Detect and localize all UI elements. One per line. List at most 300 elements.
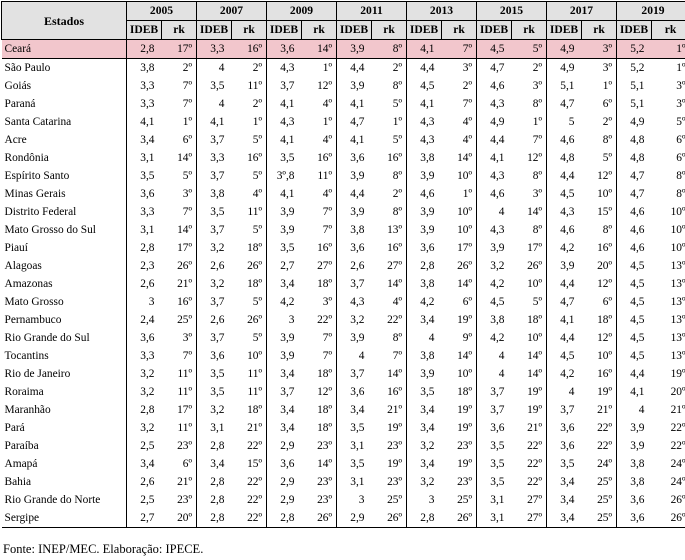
- ideb-value-cell: 3,7: [547, 401, 582, 419]
- ideb-value-cell: 3: [337, 491, 372, 509]
- ideb-value-cell: 3,4: [127, 131, 162, 149]
- ideb-value-cell: 3,6: [477, 419, 512, 437]
- ideb-value-cell: 3,9: [617, 419, 652, 437]
- rank-value-cell: 7º: [322, 224, 332, 236]
- rank-value-cell: 5º: [252, 332, 262, 344]
- state-name-cell: Pará: [4, 422, 25, 434]
- rank-value-cell: 26º: [247, 314, 262, 326]
- rank-value-cell: 4º: [462, 134, 472, 146]
- rank-value-cell: 20º: [597, 260, 612, 272]
- rank-value-cell: 10º: [457, 368, 472, 380]
- ideb-value-cell: 3,6: [547, 419, 582, 437]
- ideb-value-cell: 4: [197, 95, 232, 113]
- rank-value-cell: 18º: [317, 368, 332, 380]
- rank-value-cell: 16º: [177, 296, 192, 308]
- ideb-value-cell: 2,6: [197, 311, 232, 329]
- rank-subheader: rk: [442, 21, 477, 40]
- rank-value-cell: 11º: [317, 170, 332, 182]
- rank-value-cell: 17º: [177, 242, 192, 254]
- rank-value-cell: 1º: [462, 188, 472, 200]
- rank-value-cell: 18º: [317, 404, 332, 416]
- rank-value-cell: 14º: [527, 206, 542, 218]
- table-row: [2, 293, 685, 311]
- rank-value-cell: 21º: [387, 404, 402, 416]
- ideb-value-cell: 3,6: [617, 491, 652, 509]
- rank-value-cell: 8º: [602, 134, 612, 146]
- ideb-value-cell: 3,6: [407, 239, 442, 257]
- ideb-value-cell: 3,8: [127, 59, 162, 78]
- ideb-value-cell: 4: [477, 203, 512, 221]
- rank-value-cell: 7º: [182, 206, 192, 218]
- ideb-value-cell: 4,7: [547, 293, 582, 311]
- ideb-value-cell: 4,6: [477, 77, 512, 95]
- rank-value-cell: 7º: [182, 98, 192, 110]
- ideb-value-cell: 2,6: [127, 275, 162, 293]
- ideb-value-cell: 3,5: [267, 149, 302, 167]
- rank-value-cell: 3º: [322, 296, 332, 308]
- ideb-value-cell: 4,2: [267, 293, 302, 311]
- rank-value-cell: 6º: [676, 134, 685, 146]
- rank-value-cell: 22º: [527, 476, 542, 488]
- ideb-value-cell: 3,7: [337, 275, 372, 293]
- ideb-value-cell: 3,4: [267, 365, 302, 383]
- ideb-value-cell: 2,6: [127, 473, 162, 491]
- ideb-value-cell: 3,6: [617, 509, 652, 528]
- ideb-value-cell: 4,5: [547, 347, 582, 365]
- rank-value-cell: 14º: [457, 152, 472, 164]
- table-row: [2, 257, 685, 275]
- rank-value-cell: 26º: [247, 260, 262, 272]
- rank-value-cell: 18º: [247, 404, 262, 416]
- rank-value-cell: 16º: [387, 242, 402, 254]
- rank-value-cell: 22º: [527, 440, 542, 452]
- state-name-cell: Pernambuco: [4, 314, 62, 326]
- table-row: [2, 113, 685, 131]
- ideb-value-cell: 3,2: [197, 239, 232, 257]
- rank-subheader: rk: [372, 21, 407, 40]
- ideb-value-cell: 3,4: [267, 401, 302, 419]
- rank-value-cell: 8º: [392, 332, 402, 344]
- rank-subheader: rk: [162, 21, 197, 40]
- ideb-value-cell: 4,3: [477, 95, 512, 113]
- rank-value-cell: 18º: [247, 242, 262, 254]
- rank-value-cell: 14º: [177, 152, 192, 164]
- rank-value-cell: 10º: [670, 224, 685, 236]
- states-column-header: Estados: [2, 2, 127, 40]
- rank-value-cell: 8º: [532, 170, 542, 182]
- rank-value-cell: 8º: [602, 224, 612, 236]
- ideb-value-cell: 3,2: [127, 419, 162, 437]
- ideb-value-cell: 4,5: [477, 40, 512, 59]
- rank-value-cell: 7º: [322, 206, 332, 218]
- table-row: [2, 203, 685, 221]
- ideb-value-cell: 4,2: [547, 365, 582, 383]
- rank-value-cell: 6º: [182, 134, 192, 146]
- state-name-cell: Espírito Santo: [4, 170, 70, 182]
- rank-value-cell: 20º: [670, 386, 685, 398]
- rank-value-cell: 8º: [392, 170, 402, 182]
- source-note: Fonte: INEP/MEC. Elaboração: IPECE.: [3, 542, 204, 556]
- rank-value-cell: 18º: [247, 278, 262, 290]
- rank-value-cell: 26º: [442, 509, 477, 528]
- rank-value-cell: 25º: [457, 494, 472, 506]
- ideb-value-cell: 3,3: [127, 95, 162, 113]
- rank-value-cell: 5º: [182, 170, 192, 182]
- ideb-value-cell: 3,5: [477, 455, 512, 473]
- rank-value-cell: 6º: [602, 98, 612, 110]
- year-header: 2011: [337, 2, 407, 21]
- ideb-value-cell: 3,6: [197, 347, 232, 365]
- rank-value-cell: 22º: [387, 314, 402, 326]
- ideb-value-cell: 3,8: [617, 473, 652, 491]
- rank-value-cell: 13º: [387, 224, 402, 236]
- rank-value-cell: 22º: [247, 476, 262, 488]
- ideb-value-cell: 4,9: [477, 113, 512, 131]
- ideb-subheader: IDEB: [267, 21, 302, 40]
- rank-value-cell: 27º: [317, 260, 332, 272]
- year-header: 2017: [547, 2, 617, 21]
- ideb-value-cell: 3,8: [477, 311, 512, 329]
- ideb-value-cell: 4,2: [477, 329, 512, 347]
- ideb-subheader: IDEB: [407, 21, 442, 40]
- ideb-value-cell: 2,8: [127, 40, 162, 59]
- rank-value-cell: 24º: [670, 476, 685, 488]
- ideb-value-cell: 5,2: [617, 59, 652, 78]
- rank-value-cell: 16º: [247, 152, 262, 164]
- ideb-value-cell: 4,1: [197, 113, 232, 131]
- state-name-cell: Distrito Federal: [4, 206, 77, 218]
- ideb-value-cell: 2,8: [197, 437, 232, 455]
- rank-value-cell: 2º: [252, 98, 262, 110]
- ideb-value-cell: 4,5: [547, 185, 582, 203]
- rank-value-cell: 14º: [457, 350, 472, 362]
- ideb-value-cell: 3,9: [407, 221, 442, 239]
- ideb-value-cell: 3,5: [337, 455, 372, 473]
- table-row: [2, 167, 685, 185]
- rank-value-cell: 27º: [387, 260, 402, 272]
- ideb-value-cell: 4,4: [547, 167, 582, 185]
- table-row: [2, 437, 685, 455]
- rank-value-cell: 7º: [462, 98, 472, 110]
- state-name-cell: Rio Grande do Norte: [4, 494, 101, 506]
- rank-value-cell: 6º: [462, 296, 472, 308]
- ideb-value-cell: 3,9: [337, 167, 372, 185]
- ideb-value-cell: 4,5: [617, 275, 652, 293]
- ideb-value-cell: 3,6: [267, 40, 302, 59]
- rank-value-cell: 22º: [247, 440, 262, 452]
- state-name-cell: Alagoas: [4, 260, 42, 272]
- ideb-value-cell: 4,6: [477, 185, 512, 203]
- table-row: [2, 329, 685, 347]
- table-row: [2, 419, 685, 437]
- rank-value-cell: 2º: [182, 62, 192, 74]
- state-name-cell: Minas Gerais: [4, 188, 66, 200]
- ideb-value-cell: 3: [127, 293, 162, 311]
- rank-value-cell: 5º: [532, 296, 542, 308]
- rank-value-cell: 21º: [177, 476, 192, 488]
- ideb-value-cell: 3,4: [267, 419, 302, 437]
- ideb-value-cell: 3,9: [337, 40, 372, 59]
- rank-value-cell: 10º: [457, 206, 472, 218]
- table-row: [2, 347, 685, 365]
- ideb-value-cell: 4,8: [547, 149, 582, 167]
- rank-value-cell: 23º: [177, 494, 192, 506]
- ideb-value-cell: 3,4: [547, 509, 582, 528]
- table-row: [2, 491, 685, 509]
- ideb-value-cell: 4,4: [407, 59, 442, 78]
- rank-value-cell: 1º: [322, 62, 332, 74]
- state-name-cell: Tocantins: [4, 350, 49, 362]
- ideb-value-cell: 4,5: [617, 329, 652, 347]
- ideb-value-cell: 4,4: [337, 59, 372, 78]
- ideb-value-cell: 4,3: [547, 203, 582, 221]
- rank-value-cell: 18º: [317, 422, 332, 434]
- ideb-value-cell: 4,7: [617, 167, 652, 185]
- rank-value-cell: 14º: [177, 224, 192, 236]
- rank-value-cell: 26º: [527, 260, 542, 272]
- state-name-cell: Paraíba: [4, 440, 39, 452]
- rank-value-cell: 23º: [387, 476, 402, 488]
- rank-value-cell: 19º: [387, 458, 402, 470]
- rank-value-cell: 11º: [177, 386, 192, 398]
- ideb-value-cell: 3,8: [407, 347, 442, 365]
- ideb-value-cell: 3,5: [127, 167, 162, 185]
- ideb-value-cell: 3,5: [477, 473, 512, 491]
- ideb-value-cell: 3,5: [407, 383, 442, 401]
- ideb-value-cell: 4,9: [617, 113, 652, 131]
- rank-value-cell: 23º: [317, 476, 332, 488]
- rank-value-cell: 5º: [252, 224, 262, 236]
- ideb-value-cell: 3,1: [337, 473, 372, 491]
- rank-value-cell: 12º: [597, 170, 612, 182]
- rank-value-cell: 24º: [597, 458, 612, 470]
- state-name-cell: Santa Catarina: [4, 116, 72, 128]
- ideb-value-cell: 3,6: [337, 239, 372, 257]
- state-name-cell: Goiás: [4, 80, 32, 92]
- rank-value-cell: 25º: [597, 476, 612, 488]
- year-header: 2007: [197, 2, 267, 21]
- rank-value-cell: 19º: [527, 386, 542, 398]
- rank-value-cell: 5º: [602, 152, 612, 164]
- ideb-value-cell: 4,4: [477, 131, 512, 149]
- ideb-subheader: IDEB: [337, 21, 372, 40]
- ideb-value-cell: 3,9: [267, 329, 302, 347]
- rank-value-cell: 1º: [676, 62, 685, 74]
- rank-value-cell: 25º: [177, 314, 192, 326]
- ideb-value-cell: 3,5: [197, 203, 232, 221]
- ideb-value-cell: 4,4: [617, 365, 652, 383]
- rank-value-cell: 23º: [387, 440, 402, 452]
- state-name-cell: Ceará: [2, 40, 127, 59]
- ideb-value-cell: 4,6: [547, 221, 582, 239]
- rank-value-cell: 8º: [392, 80, 402, 92]
- rank-value-cell: 3º: [532, 188, 542, 200]
- rank-value-cell: 18º: [317, 278, 332, 290]
- table-row: [2, 311, 685, 329]
- ideb-value-cell: 4,6: [617, 203, 652, 221]
- rank-value-cell: 20º: [162, 509, 197, 528]
- ideb-value-cell: 4,9: [547, 40, 582, 59]
- ideb-value-cell: 2,7: [127, 509, 162, 528]
- ideb-value-cell: 3,7: [197, 167, 232, 185]
- rank-value-cell: 7º: [532, 134, 542, 146]
- ideb-value-cell: 3,9: [267, 203, 302, 221]
- rank-value-cell: 22º: [527, 458, 542, 470]
- ideb-value-cell: 4,3: [477, 167, 512, 185]
- ideb-value-cell: 3,9: [477, 239, 512, 257]
- rank-value-cell: 25º: [582, 509, 617, 528]
- ideb-value-cell: 4,6: [617, 221, 652, 239]
- table-row: [2, 185, 685, 203]
- ideb-value-cell: 4,2: [407, 293, 442, 311]
- ideb-value-cell: 3,7: [197, 329, 232, 347]
- ideb-value-cell: 3,2: [477, 257, 512, 275]
- ideb-value-cell: 3,8: [407, 149, 442, 167]
- ideb-value-cell: 3,7: [197, 293, 232, 311]
- rank-value-cell: 5º: [392, 98, 402, 110]
- ideb-value-cell: 2,8: [197, 491, 232, 509]
- rank-value-cell: 8º: [392, 206, 402, 218]
- rank-value-cell: 13º: [670, 350, 685, 362]
- ideb-value-cell: 2,9: [267, 473, 302, 491]
- ideb-value-cell: 3,5: [197, 365, 232, 383]
- rank-value-cell: 8º: [532, 224, 542, 236]
- rank-value-cell: 6º: [676, 152, 685, 164]
- ideb-value-cell: 3,2: [407, 437, 442, 455]
- ideb-value-cell: 4: [617, 401, 652, 419]
- rank-value-cell: 22º: [670, 422, 685, 434]
- ideb-value-cell: 3,1: [477, 491, 512, 509]
- state-name-cell: São Paulo: [4, 62, 51, 74]
- rank-value-cell: 16º: [317, 242, 332, 254]
- ideb-value-cell: 4,1: [267, 131, 302, 149]
- year-header: 2013: [407, 2, 477, 21]
- rank-value-cell: 3º: [676, 98, 685, 110]
- ideb-value-cell: 2,8: [407, 509, 442, 528]
- ideb-value-cell: 3,5: [197, 383, 232, 401]
- rank-value-cell: 22º: [597, 440, 612, 452]
- table-row: [2, 275, 685, 293]
- rank-value-cell: 15º: [247, 458, 262, 470]
- ideb-value-cell: 2,5: [127, 437, 162, 455]
- ideb-value-cell: 2,9: [267, 437, 302, 455]
- rank-value-cell: 23º: [317, 440, 332, 452]
- rank-value-cell: 21º: [527, 422, 542, 434]
- ideb-value-cell: 3,3: [197, 149, 232, 167]
- ideb-ranking-table: [1, 1, 685, 528]
- ideb-value-cell: 3,7: [337, 365, 372, 383]
- rank-value-cell: 22º: [597, 422, 612, 434]
- ideb-value-cell: 3,3: [127, 203, 162, 221]
- rank-value-cell: 27º: [512, 509, 547, 528]
- ideb-value-cell: 3,8: [337, 221, 372, 239]
- ideb-value-cell: 4,6: [547, 131, 582, 149]
- rank-value-cell: 26º: [457, 260, 472, 272]
- rank-value-cell: 18º: [597, 314, 612, 326]
- rank-value-cell: 10º: [527, 332, 542, 344]
- rank-value-cell: 13º: [670, 296, 685, 308]
- rank-value-cell: 2º: [532, 62, 542, 74]
- ideb-value-cell: 3,4: [267, 275, 302, 293]
- ideb-value-cell: 4,3: [407, 113, 442, 131]
- ideb-value-cell: 3,5: [547, 455, 582, 473]
- ideb-value-cell: 4,1: [407, 40, 442, 59]
- rank-value-cell: 25º: [387, 494, 402, 506]
- rank-value-cell: 19º: [670, 368, 685, 380]
- rank-value-cell: 6º: [602, 296, 612, 308]
- rank-value-cell: 16º: [597, 368, 612, 380]
- ideb-value-cell: 4,7: [617, 185, 652, 203]
- ideb-value-cell: 3: [267, 311, 302, 329]
- ideb-value-cell: 2,9: [337, 509, 372, 528]
- rank-value-cell: 9º: [462, 332, 472, 344]
- table-row: [2, 221, 685, 239]
- ideb-value-cell: 4: [407, 329, 442, 347]
- rank-value-cell: 4º: [252, 188, 262, 200]
- rank-value-cell: 8º: [372, 40, 407, 59]
- ideb-value-cell: 3,7: [197, 221, 232, 239]
- rank-value-cell: 16º: [232, 40, 267, 59]
- rank-value-cell: 1º: [532, 116, 542, 128]
- rank-value-cell: 5º: [512, 40, 547, 59]
- rank-value-cell: 16º: [387, 386, 402, 398]
- rank-value-cell: 1º: [652, 40, 685, 59]
- ideb-subheader: IDEB: [547, 21, 582, 40]
- ideb-value-cell: 3,8: [197, 185, 232, 203]
- ideb-value-cell: 4: [197, 59, 232, 78]
- rank-value-cell: 1º: [182, 116, 192, 128]
- ideb-value-cell: 4,6: [407, 185, 442, 203]
- rank-value-cell: 5º: [392, 134, 402, 146]
- rank-value-cell: 1º: [322, 116, 332, 128]
- ideb-value-cell: 2,8: [267, 509, 302, 528]
- ideb-value-cell: 4,5: [617, 347, 652, 365]
- table-body: [2, 40, 685, 528]
- ideb-value-cell: 4: [477, 365, 512, 383]
- rank-value-cell: 3º: [676, 80, 685, 92]
- ideb-value-cell: 4,5: [477, 293, 512, 311]
- ideb-value-cell: 3º,8: [267, 167, 302, 185]
- state-name-cell: Rio de Janeiro: [4, 368, 71, 380]
- table-row: [2, 239, 685, 257]
- rank-value-cell: 5º: [252, 296, 262, 308]
- table-row: [2, 473, 685, 491]
- rank-value-cell: 23º: [317, 494, 332, 506]
- ideb-value-cell: 4,7: [477, 59, 512, 78]
- rank-value-cell: 11º: [247, 206, 262, 218]
- ideb-value-cell: 3,2: [127, 383, 162, 401]
- rank-value-cell: 10º: [670, 206, 685, 218]
- rank-value-cell: 17º: [177, 404, 192, 416]
- rank-value-cell: 13º: [670, 314, 685, 326]
- rank-value-cell: 19º: [387, 422, 402, 434]
- rank-value-cell: 14º: [527, 368, 542, 380]
- rank-value-cell: 8º: [676, 188, 685, 200]
- rank-value-cell: 3º: [602, 62, 612, 74]
- ideb-ranking-table-container: [1, 1, 685, 556]
- ideb-value-cell: 4,8: [617, 149, 652, 167]
- ideb-value-cell: 2,8: [127, 401, 162, 419]
- table-row: [2, 95, 685, 113]
- ideb-value-cell: 4,1: [267, 95, 302, 113]
- table-row: [2, 77, 685, 95]
- rank-value-cell: 3º: [182, 332, 192, 344]
- rank-value-cell: 10º: [597, 188, 612, 200]
- rank-value-cell: 23º: [177, 440, 192, 452]
- rank-value-cell: 10º: [247, 350, 262, 362]
- state-name-cell: Rondônia: [4, 152, 49, 164]
- rank-value-cell: 3º: [582, 40, 617, 59]
